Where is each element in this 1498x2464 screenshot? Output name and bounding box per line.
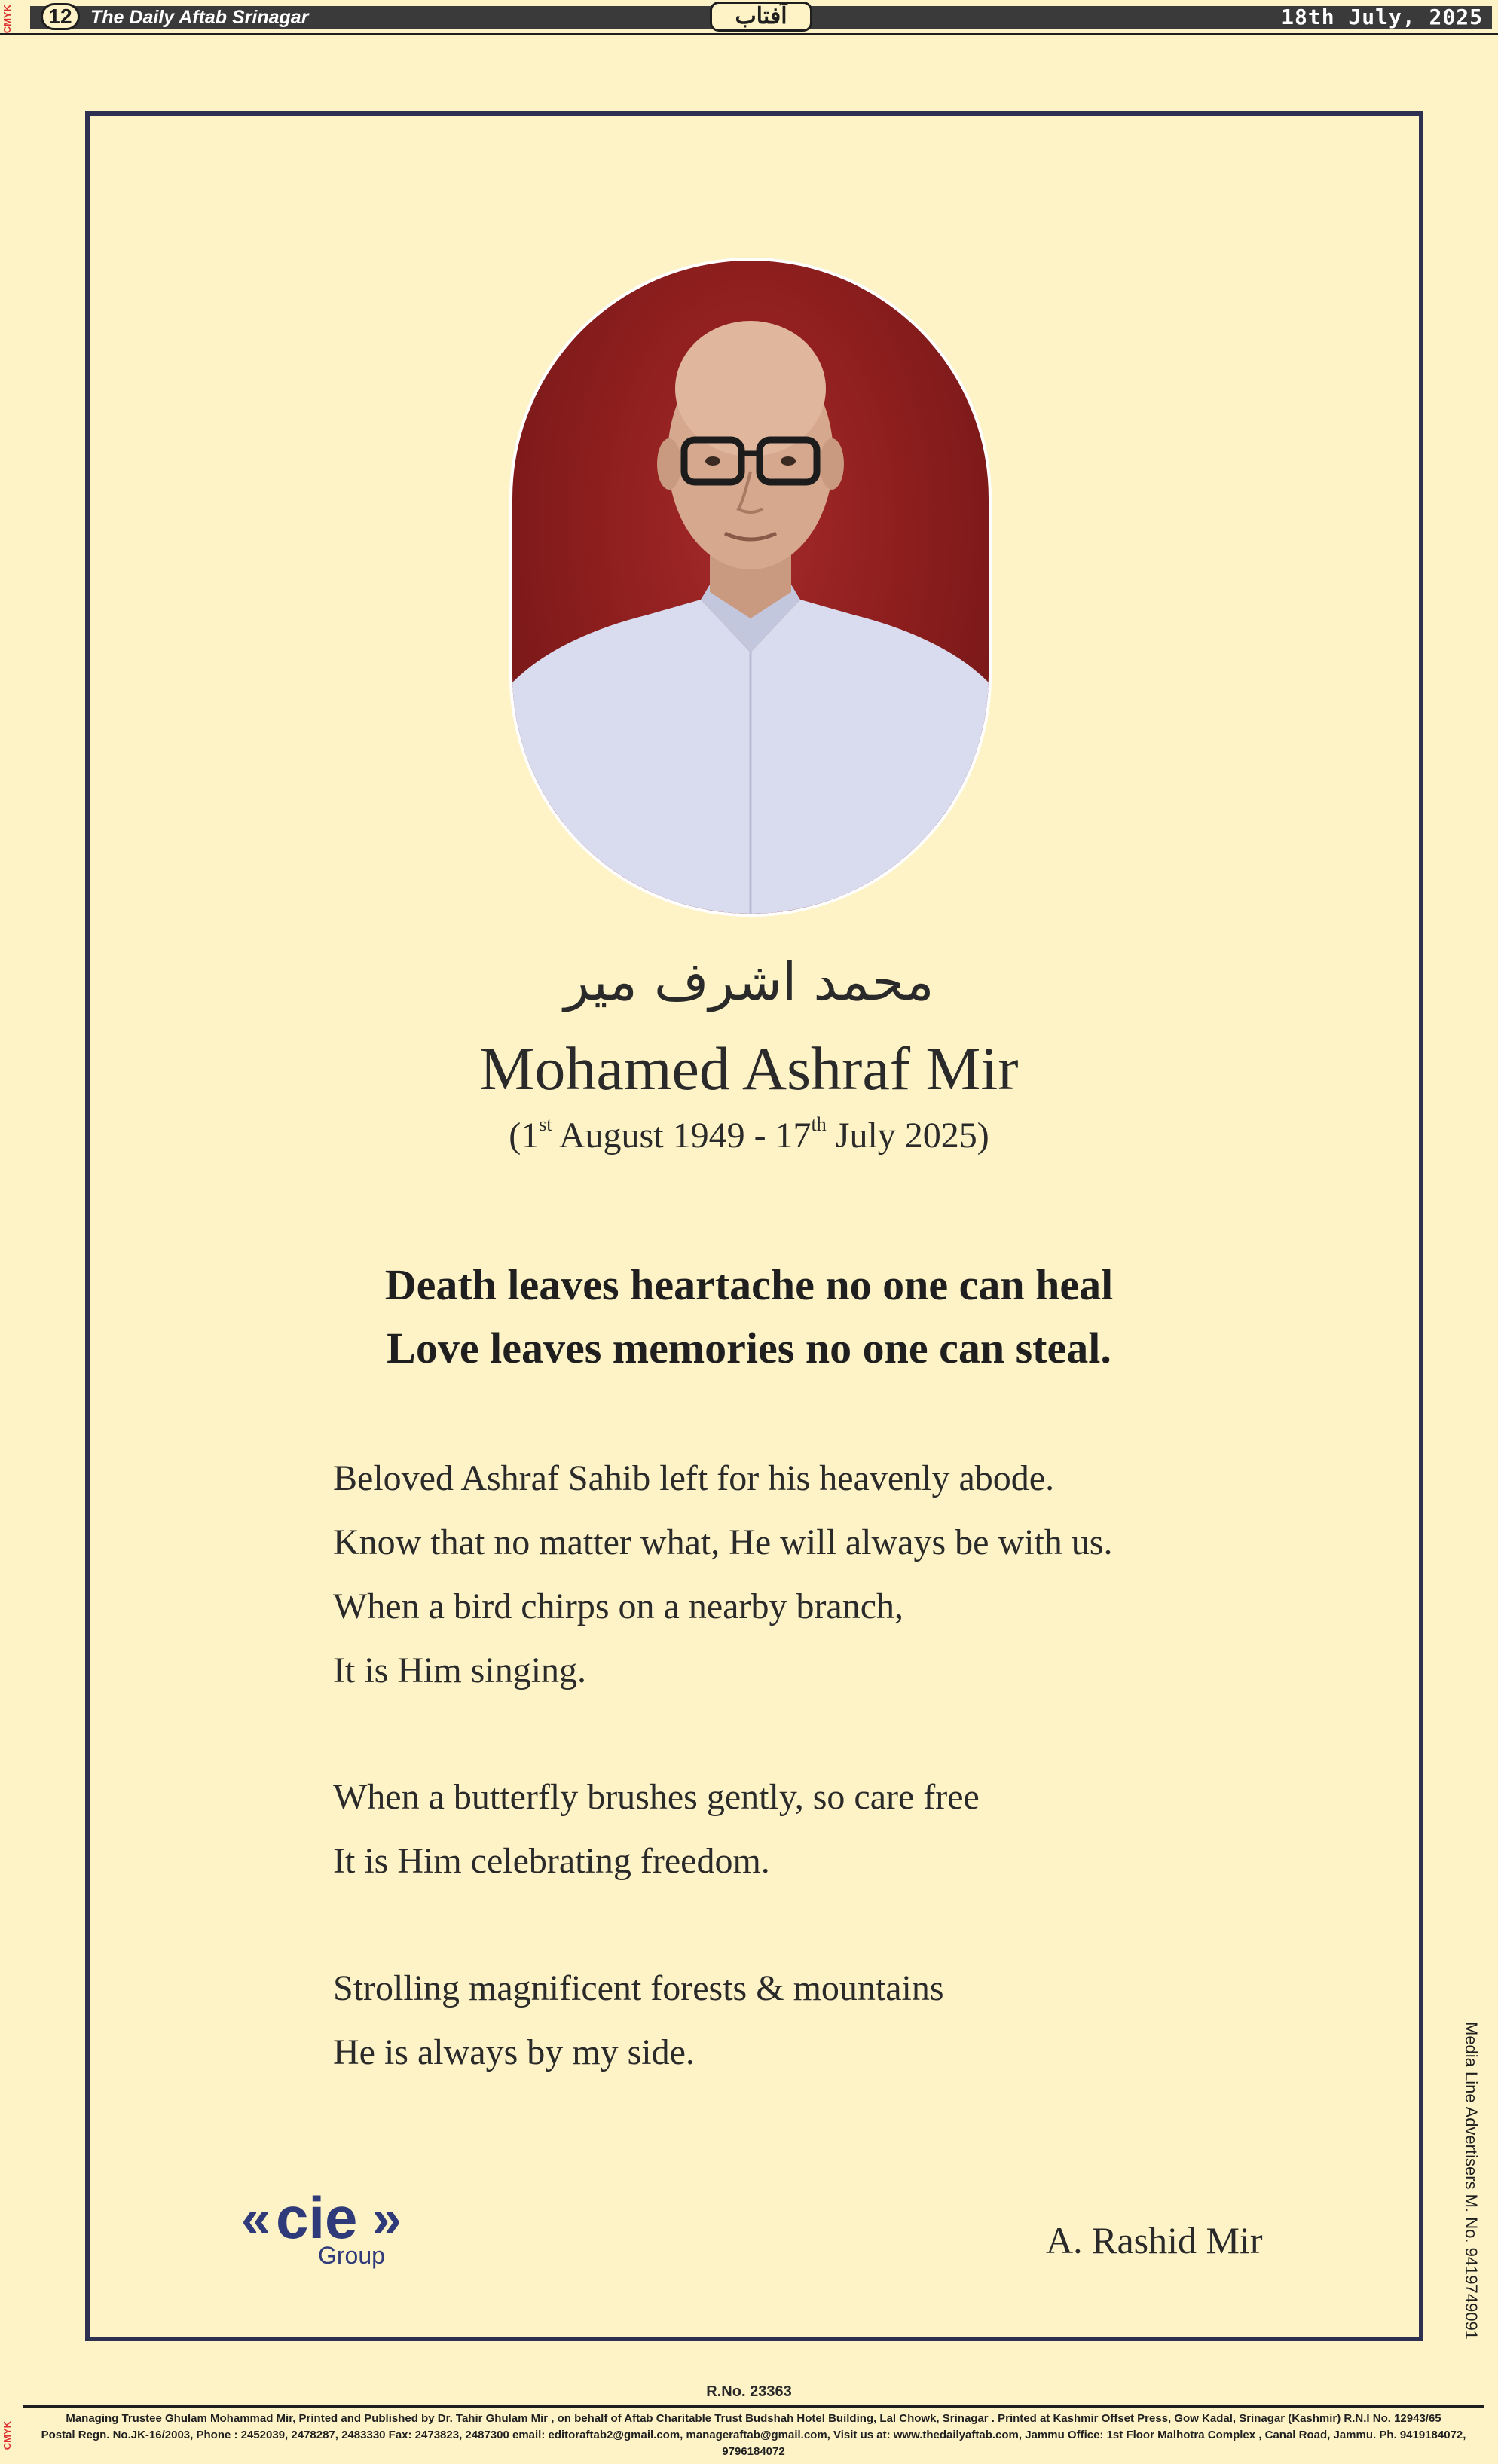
page-header — [0, 0, 1498, 35]
poem-line: He is always by my side. — [333, 2032, 695, 2072]
portrait-photo — [509, 258, 992, 917]
poem-line: Beloved Ashraf Sahib left for his heavenly abode. — [333, 1458, 1055, 1498]
svg-text:»: » — [372, 2189, 402, 2248]
dates-close: July 2025) — [826, 1116, 989, 1156]
imprint-line: Managing Trustee Ghulam Mohammad Mir, Printed and Published by Dr. Tahir Ghulam Mir , on behalf of Aftab Charitable Trust Budshah Hotel Building, Lal Chowk, Srinagar . Printed at Kashmir Offset Press, Gow Kadal, Srinagar (Kashmir) R.N.I No. 12943/65 — [66, 2412, 1441, 2425]
deceased-name: Mohamed Ashraf Mir — [479, 1034, 1019, 1103]
svg-text:«: « — [241, 2189, 271, 2248]
imprint-line: Postal Regn. No.JK-16/2003, Phone : 2452039, 2478287, 2483330 Fax: 2473823, 2487300 email: editoraftab2@gmail.com, manageraftab@gmail.com, Visit us at: www.thedailyaftab.com, Jammu Office: 1st Floor Malhotra Complex , Canal Road, Jammu. Ph. 9419184072, 9796184072 — [41, 2429, 1466, 2458]
poem-line: Strolling magnificent forests & mountains — [333, 1968, 944, 2008]
advertiser-credit: Media Line Advertisers M. No. 9419749091 — [1462, 2022, 1481, 2340]
poem-line: When a bird chirps on a nearby branch, — [333, 1586, 904, 1626]
urdu-name: محمد اشرف میر — [564, 951, 934, 1012]
imprint-footer — [23, 2405, 1484, 2460]
poem-line: Know that no matter what, He will always be with us. — [333, 1522, 1113, 1562]
birth-day-suffix: st — [539, 1113, 552, 1135]
issue-date: 18th July, 2025 — [1281, 5, 1483, 29]
logo-text: cie — [276, 2188, 358, 2251]
life-dates — [0, 1113, 1498, 1156]
quote-line: Love leaves memories no one can steal. — [387, 1324, 1111, 1372]
dates-open: (1 — [509, 1116, 540, 1156]
poem-line: It is Him celebrating freedom. — [333, 1841, 770, 1881]
poem-line: It is Him singing. — [333, 1650, 587, 1690]
print-marks-bottom: CMYK — [2, 2421, 13, 2450]
newspaper-logo: آفتاب — [710, 2, 812, 32]
registration-number: R.No. 23363 — [706, 2383, 792, 2400]
death-day-suffix: th — [811, 1113, 827, 1135]
poem-line: When a butterfly brushes gently, so care free — [333, 1777, 980, 1817]
portrait-illustration — [512, 261, 989, 914]
page-number: 12 — [41, 3, 80, 30]
dates-middle: August 1949 - 17 — [552, 1116, 812, 1156]
print-marks-top: CMYK — [2, 5, 13, 34]
logo-subtext: Group — [318, 2242, 385, 2269]
signature: A. Rashid Mir — [1046, 2219, 1263, 2261]
newspaper-name: The Daily Aftab Srinagar — [90, 7, 309, 28]
cie-group-logo — [238, 2188, 422, 2271]
quote-line: Death leaves heartache no one can heal — [384, 1260, 1114, 1309]
